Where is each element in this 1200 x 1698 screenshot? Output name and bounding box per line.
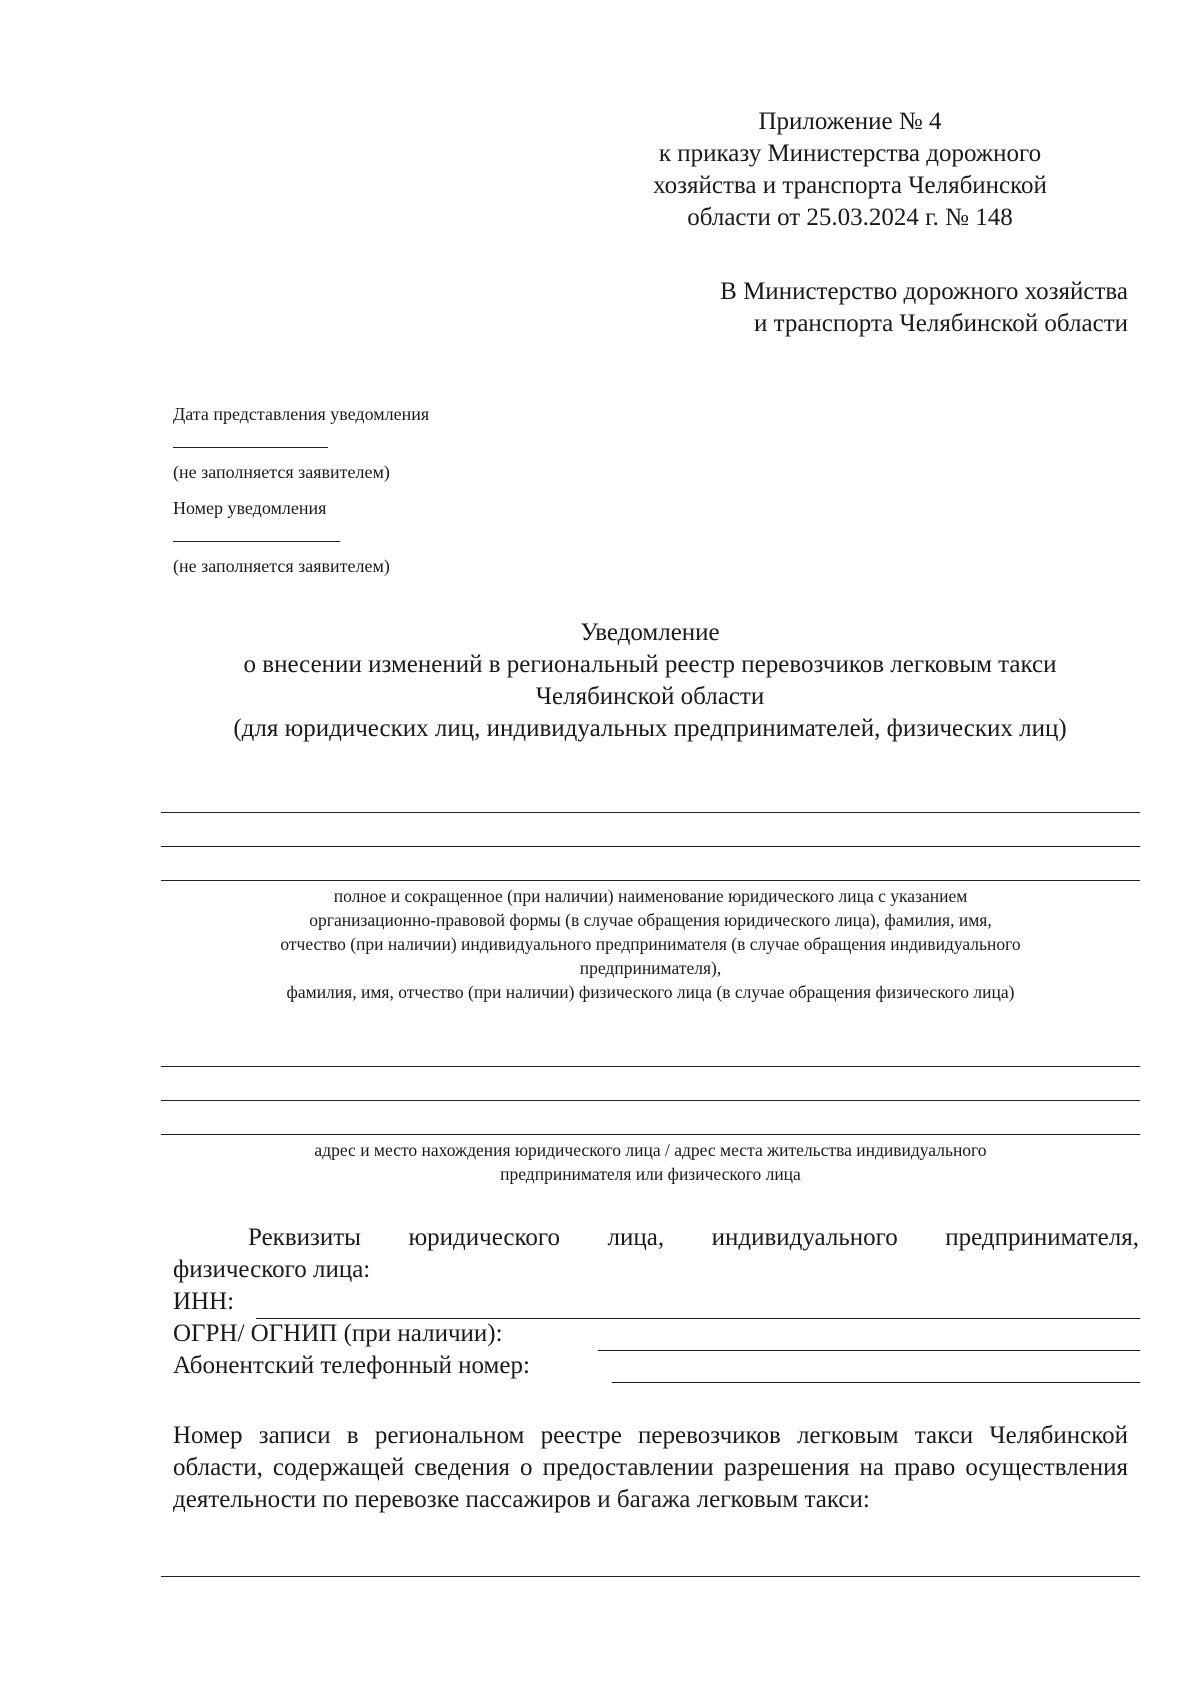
appendix-block: [590, 106, 1110, 234]
addressee-line-2: и транспорта Челябинской области: [753, 310, 1128, 337]
document-title: [150, 617, 1150, 745]
date-label: Дата представления уведомления: [173, 404, 430, 424]
address-field-line-1: [161, 1066, 1140, 1067]
phone-field-line: [612, 1382, 1140, 1383]
address-caption-line-1: адрес и место нахождения юридического лица / адрес места жительства индивидуального: [314, 1140, 987, 1160]
name-field-line-3: [161, 880, 1140, 881]
name-caption: [161, 884, 1140, 1004]
ogrn-field-line: [598, 1350, 1140, 1351]
addressee-line-1: В Министерство дорожного хозяйства: [720, 278, 1128, 305]
address-field-line-2: [161, 1100, 1140, 1101]
appendix-number: Приложение № 4: [758, 108, 942, 135]
requisites-heading-line-2: физического лица:: [173, 1256, 371, 1283]
number-field-line: [173, 541, 340, 542]
address-caption: [161, 1138, 1140, 1186]
ogrn-label: ОГРН/ ОГНИП (при наличии):: [173, 1320, 503, 1347]
requisites-heading-line-1: Реквизиты юридического лица, индивидуального предпринимателя,: [248, 1224, 1139, 1251]
registry-text: Номер записи в региональном реестре перевозчиков легковым такси Челябинской области, содержащей сведения о предоставлении разрешения на право осуществления деятельности по перевозке пассажиров и багажа легковым такси:: [173, 1422, 1128, 1513]
number-label: Номер уведомления: [173, 498, 327, 518]
appendix-ministry-line: хозяйства и транспорта Челябинской: [653, 172, 1047, 199]
registry-field-line: [161, 1576, 1140, 1577]
address-caption-line-2: предпринимателя или физического лица: [500, 1164, 801, 1184]
title-line-4: (для юридических лиц, индивидуальных предпринимателей, физических лиц): [233, 715, 1067, 742]
requisites-heading: [173, 1222, 1139, 1286]
appendix-date-line: области от 25.03.2024 г. № 148: [687, 204, 1013, 231]
name-caption-line-2: организационно-правовой формы (в случае обращения юридического лица), фамилия, имя,: [309, 910, 992, 930]
title-line-3: Челябинской области: [535, 683, 765, 710]
name-caption-line-1: полное и сокращенное (при наличии) наименование юридического лица с указанием: [333, 886, 968, 906]
address-field-line-3: [161, 1134, 1140, 1135]
name-field-line-2: [161, 846, 1140, 847]
title-line-1: Уведомление: [580, 619, 720, 646]
date-field-line: [173, 447, 328, 448]
name-caption-line-5: фамилия, имя, отчество (при наличии) физического лица (в случае обращения физического лица): [286, 982, 1015, 1002]
name-caption-line-4: предпринимателя),: [579, 958, 722, 978]
name-field-line-1: [161, 812, 1140, 813]
date-note: (не заполняется заявителем): [173, 462, 390, 482]
appendix-order-line: к приказу Министерства дорожного: [658, 140, 1042, 167]
name-caption-line-3: отчество (при наличии) индивидуального предпринимателя (в случае обращения индивидуального: [280, 934, 1021, 954]
number-note: (не заполняется заявителем): [173, 556, 390, 576]
title-line-2: о внесении изменений в региональный реестр перевозчиков легковым такси: [243, 651, 1057, 678]
inn-label: ИНН:: [173, 1288, 235, 1315]
addressee-block: [560, 276, 1128, 340]
phone-label: Абонентский телефонный номер:: [173, 1352, 530, 1379]
